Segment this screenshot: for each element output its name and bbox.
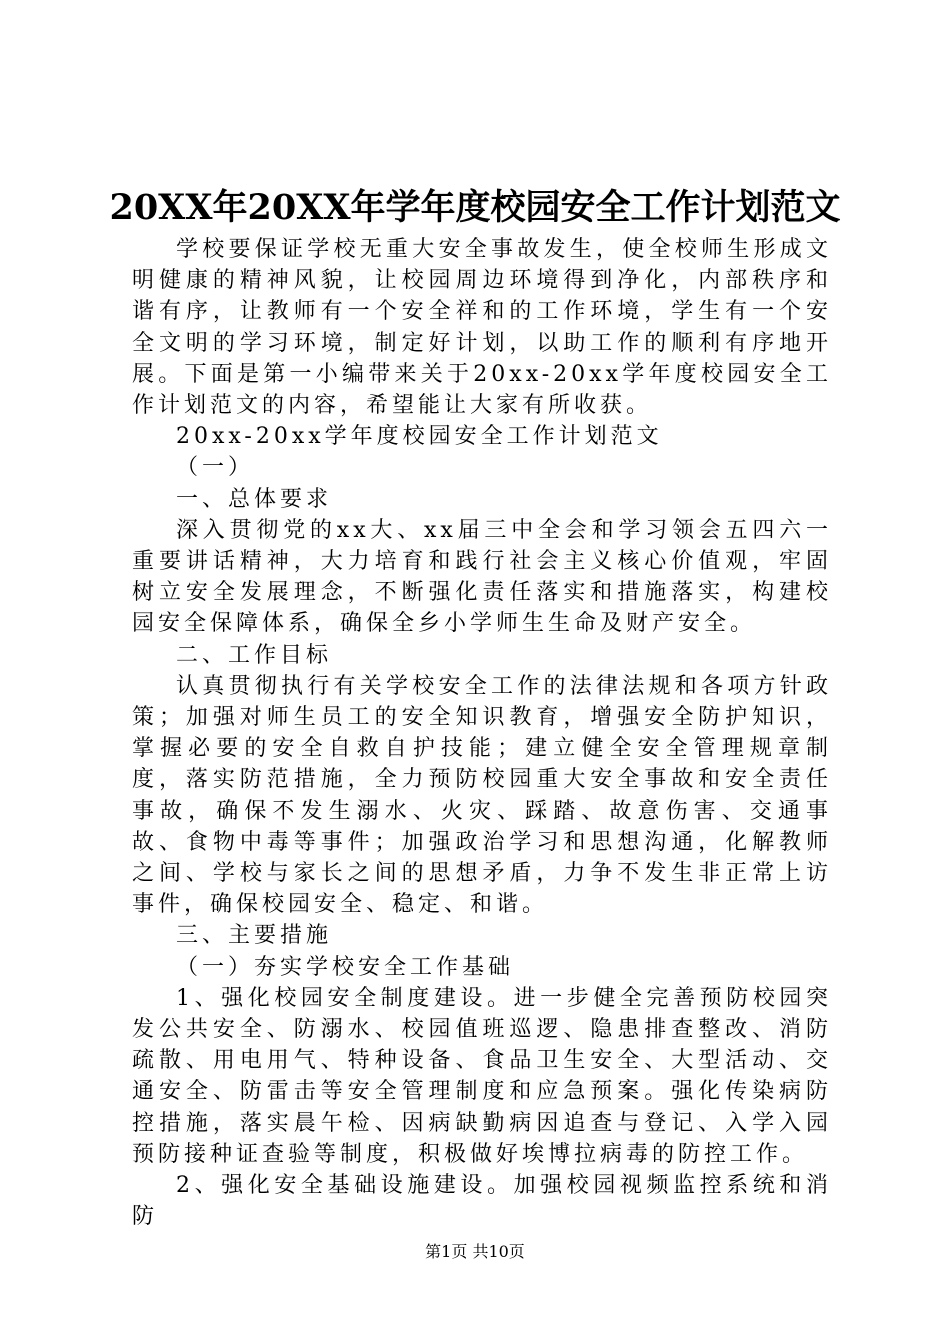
subtitle-line: 20xx-20xx学年度校园安全工作计划范文 bbox=[176, 424, 663, 450]
paragraph-measure-1: 1、强化校园安全制度建设。进一步健全完善预防校园突发公共安全、防溺水、校园值班巡逻、隐患排查整改、消防疏散、用电用气、特种设备、食品卫生安全、大型活动、交通安全、防雷击等安全管理制度和应急预案。强化传染病防控措施，落实晨午检、因病缺勤病因追查与登记、入学入园预防接种证查验等制度，积极做好埃博拉病毒的防控工作。 bbox=[132, 985, 832, 1167]
intro-paragraph: 学校要保证学校无重大安全事故发生，使全校师生形成文明健康的精神风貌，让校园周边环境得到净化，内部秩序和谐有序，让教师有一个安全祥和的工作环境，学生有一个安全文明的学习环境，制定好计划，以助工作的顺利有序地开展。下面是第一小编带来关于20xx-20xx学年度校园安全工作计划范文的内容，希望能让大家有所收获。 bbox=[132, 237, 832, 419]
section-number: （一） bbox=[176, 455, 255, 481]
paragraph-work-goals: 认真贯彻执行有关学校安全工作的法律法规和各项方针政策；加强对师生员工的安全知识教育，增强安全防护知识，掌握必要的安全自救自护技能；建立健全安全管理规章制度，落实防范措施，全力预防校园重大安全事故和安全责任事故，确保不发生溺水、火灾、踩踏、故意伤害、交通事故、食物中毒等事件；加强政治学习和思想沟通，化解教师之间、学校与家长之间的思想矛盾，力争不发生非正常上访事件，确保校园安全、稳定、和谐。 bbox=[132, 673, 832, 918]
page-footer: 第1页 共10页 bbox=[425, 1242, 525, 1261]
paragraph-measure-2: 2、强化安全基础设施建设。加强校园视频监控系统和消防 bbox=[132, 1173, 832, 1230]
heading-general-requirements: 一、总体要求 bbox=[176, 486, 333, 512]
heading-main-measures: 三、主要措施 bbox=[176, 923, 333, 949]
heading-work-goals: 二、工作目标 bbox=[176, 642, 333, 668]
document-body bbox=[132, 234, 832, 1233]
document-title: 20XX年20XX年学年度校园安全工作计划范文 bbox=[109, 187, 841, 228]
subheading-safety-foundation: （一）夯实学校安全工作基础 bbox=[176, 954, 515, 980]
paragraph-general-requirements: 深入贯彻党的xx大、xx届三中全会和学习领会五四六一重要讲话精神，大力培育和践行社会主义核心价值观，牢固树立安全发展理念，不断强化责任落实和措施落实，构建校园安全保障体系，确保全乡小学师生生命及财产安全。 bbox=[132, 517, 832, 637]
